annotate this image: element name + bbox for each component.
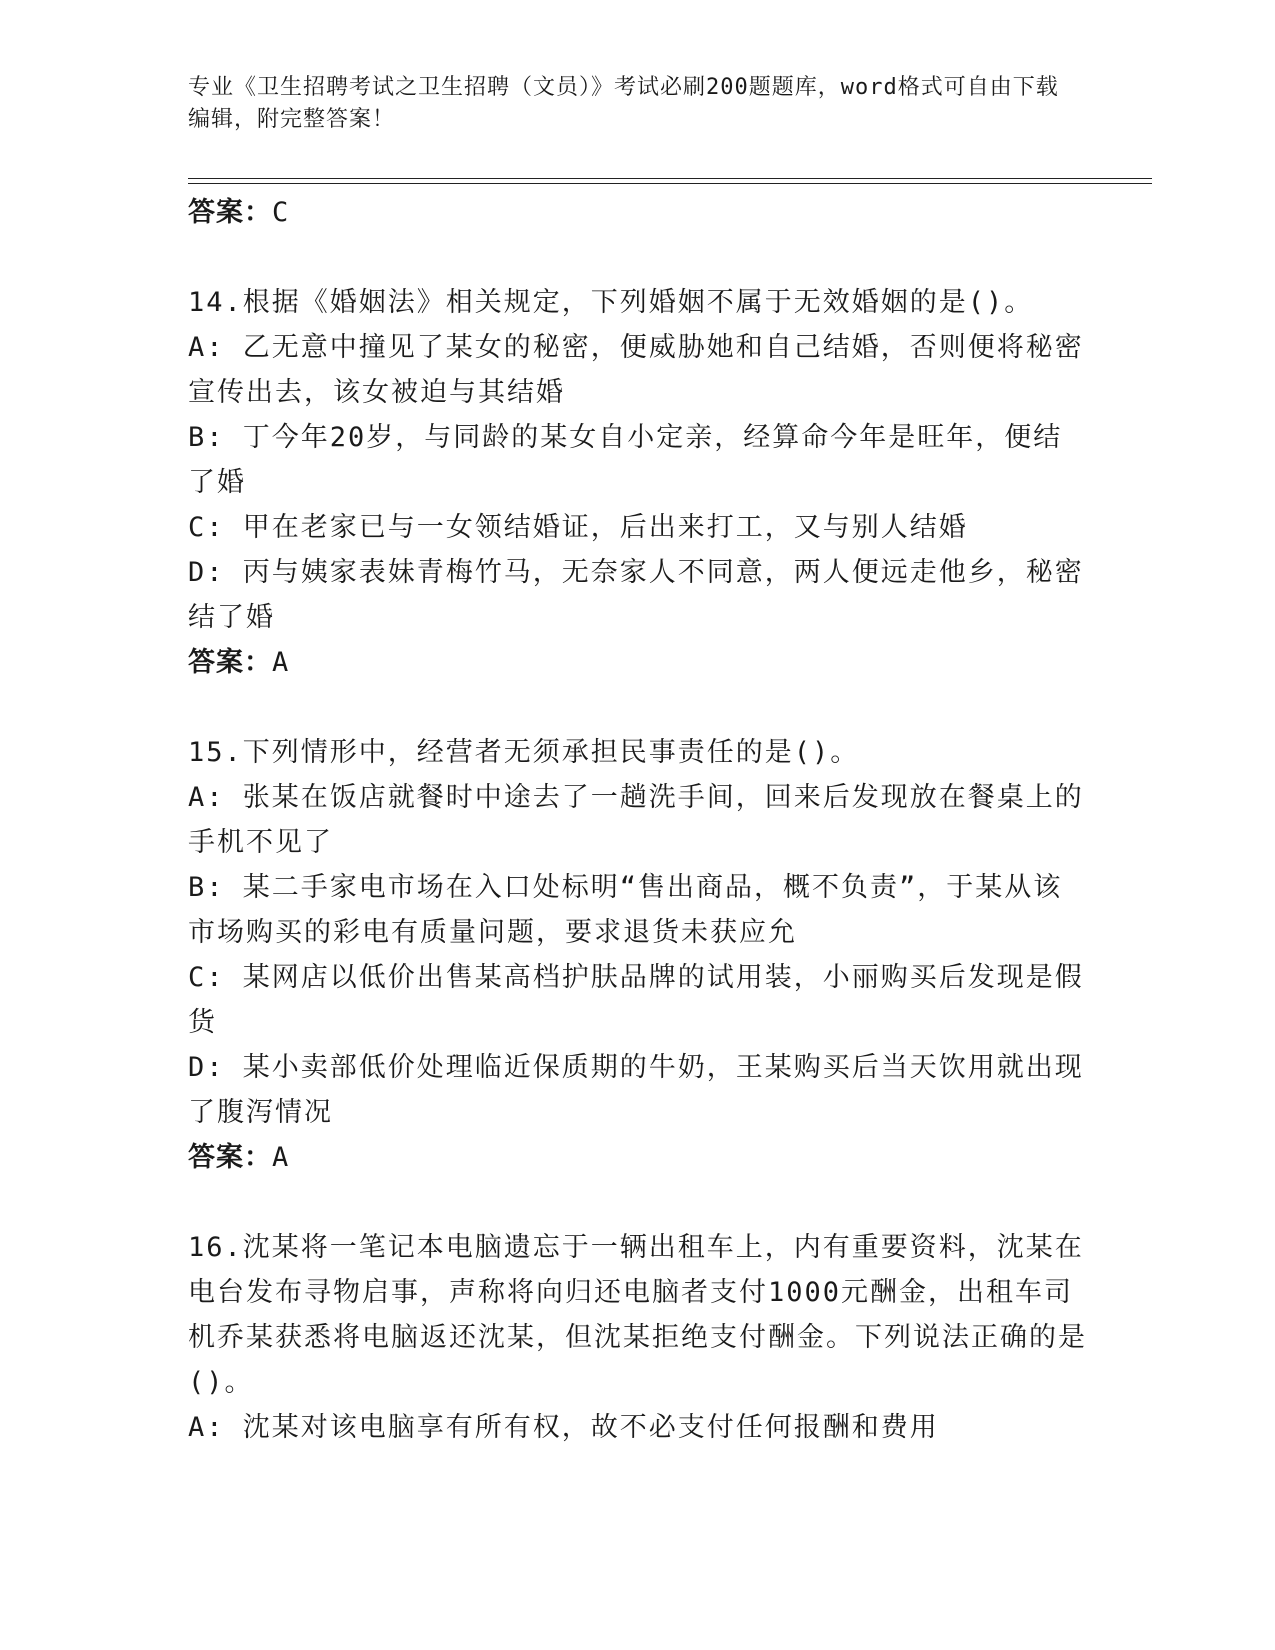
answer-label: 答案： bbox=[188, 1142, 272, 1173]
header-title: 专业《卫生招聘考试之卫生招聘（文员）》考试必刷200题题库，word格式可自由下载编辑，附完整答案！ bbox=[188, 75, 1059, 132]
answer-value: C bbox=[272, 197, 290, 228]
question-stem: 16.沈某将一笔记本电脑遗忘于一辆出租车上，内有重要资料，沈某在电台发布寻物启事，声称将向归还电脑者支付1000元酬金，出租车司机乔某获悉将电脑返还沈某，但沈某拒绝支付酬金。下列说法正确的是()。 bbox=[188, 1232, 1087, 1398]
option-a: A: 张某在饭店就餐时中途去了一趟洗手间，回来后发现放在餐桌上的手机不见了 bbox=[188, 782, 1084, 858]
spacer bbox=[188, 235, 1088, 280]
spacer bbox=[188, 1180, 1088, 1225]
answer-label: 答案： bbox=[188, 197, 272, 228]
option-a: A: 乙无意中撞见了某女的秘密，便威胁她和自己结婚，否则便将秘密宣传出去，该女被迫与其结婚 bbox=[188, 332, 1084, 408]
header-rule-top bbox=[188, 178, 1152, 179]
previous-answer bbox=[188, 190, 1088, 235]
question-stem: 15.下列情形中，经营者无须承担民事责任的是()。 bbox=[188, 737, 860, 768]
question-16 bbox=[188, 1225, 1088, 1450]
answer-value: A bbox=[272, 1142, 290, 1173]
option-c: C: 某网店以低价出售某高档护肤品牌的试用装，小丽购买后发现是假货 bbox=[188, 962, 1084, 1038]
option-b: B: 某二手家电市场在入口处标明“售出商品，概不负责”，于某从该市场购买的彩电有质量问题，要求退货未获应允 bbox=[188, 872, 1063, 948]
option-d: D: 某小卖部低价处理临近保质期的牛奶，王某购买后当天饮用就出现了腹泻情况 bbox=[188, 1052, 1084, 1128]
page-header bbox=[188, 72, 1068, 136]
answer-value: A bbox=[272, 647, 290, 678]
answer-label: 答案： bbox=[188, 647, 272, 678]
option-b: B: 丁今年20岁，与同龄的某女自小定亲，经算命今年是旺年，便结了婚 bbox=[188, 422, 1063, 498]
header-rule-bottom bbox=[188, 183, 1152, 184]
spacer bbox=[188, 685, 1088, 730]
option-a: A: 沈某对该电脑享有所有权，故不必支付任何报酬和费用 bbox=[188, 1412, 939, 1443]
document-body bbox=[188, 190, 1088, 1450]
option-c: C: 甲在老家已与一女领结婚证，后出来打工，又与别人结婚 bbox=[188, 512, 968, 543]
question-stem: 14.根据《婚姻法》相关规定，下列婚姻不属于无效婚姻的是()。 bbox=[188, 287, 1034, 318]
question-answer bbox=[188, 1135, 1088, 1180]
question-14 bbox=[188, 280, 1088, 685]
option-d: D: 丙与姨家表妹青梅竹马，无奈家人不同意，两人便远走他乡，秘密结了婚 bbox=[188, 557, 1084, 633]
question-answer bbox=[188, 640, 1088, 685]
question-15 bbox=[188, 730, 1088, 1180]
